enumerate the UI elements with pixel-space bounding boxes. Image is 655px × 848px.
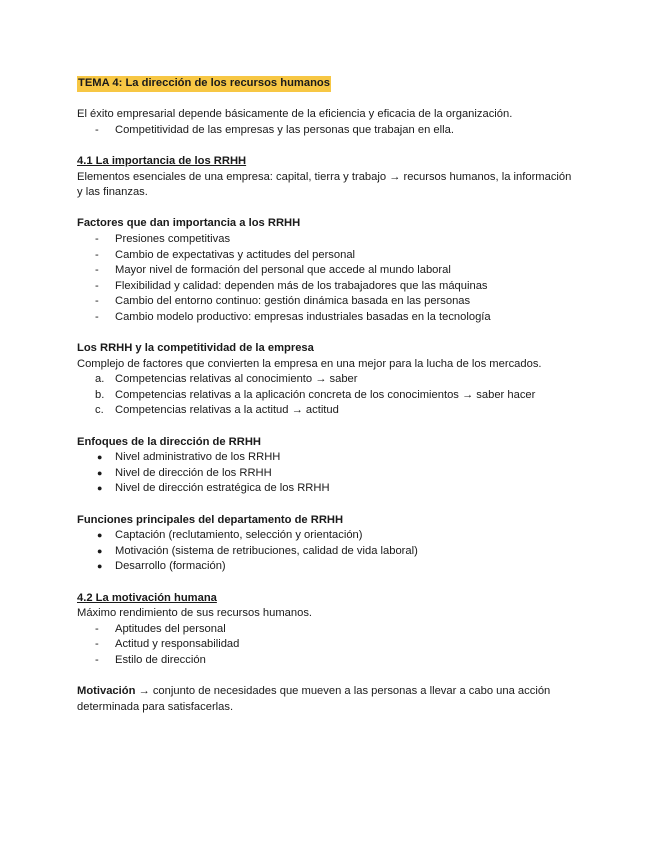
list-item-text: Competencias relativas al conocimiento → saber [115,373,358,386]
list-item [77,294,577,310]
list-item-text: Captación (reclutamiento, selección y orientación) [115,529,363,542]
list-item-text: Actitud y responsabilidad [115,638,240,651]
list-item [77,279,577,295]
list-item [77,388,577,404]
list-item [77,544,577,560]
document-page [77,76,577,715]
section-heading-4-1: 4.1 La importancia de los RRHH [77,154,247,167]
list-item-text: Mayor nivel de formación del personal que accede al mundo laboral [115,264,451,277]
list-item-text: Competencias relativas a la aplicación concreta de los conocimientos → saber hacer [115,388,536,401]
dash-marker: - [95,295,99,308]
list-item-text: Nivel de dirección estratégica de los RRHH [115,482,330,495]
list-item-text: Cambio modelo productivo: empresas industriales basadas en la tecnología [115,310,491,323]
motivacion-definition [77,684,577,715]
title-line [77,76,577,92]
list-item [77,481,577,497]
dash-marker: - [95,622,99,635]
list-item [77,263,577,279]
list-item [77,622,577,638]
list-item-text: Presiones competitivas [115,232,231,245]
list-item [77,372,577,388]
list-item-text: Cambio de expectativas y actitudes del personal [115,248,356,261]
dash-marker: - [95,653,99,666]
bullet-marker: ● [97,452,103,463]
list-item-text: Nivel de dirección de los RRHH [115,466,272,479]
list-item [77,466,577,482]
dash-marker: - [95,232,99,245]
list-item-text: Aptitudes del personal [115,622,226,635]
letter-marker: b. [95,388,105,401]
list-item-text: Competitividad de las empresas y las personas que trabajan en ella. [115,123,454,136]
list-item [77,248,577,264]
letter-marker: a. [95,373,105,386]
list-item-text: Motivación (sistema de retribuciones, calidad de vida laboral) [115,544,418,557]
list-item-text: Flexibilidad y calidad: dependen más de los trabajadores que las máquinas [115,279,488,292]
letter-marker: c. [95,404,104,417]
page-title: TEMA 4: La dirección de los recursos humanos [77,76,331,92]
competitividad-text: Complejo de factores que convierten la empresa en una mejor para la lucha de los mercados. [77,357,542,370]
intro-text: El éxito empresarial depende básicamente de la eficiencia y eficacia de la organización. [77,108,513,121]
enfoques-heading: Enfoques de la dirección de RRHH [77,435,262,448]
list-item [77,450,577,466]
bullet-marker: ● [97,530,103,541]
section-4-2-text: Máximo rendimiento de sus recursos humanos. [77,607,313,620]
list-item-text: Nivel administrativo de los RRHH [115,451,281,464]
dash-marker: - [95,638,99,651]
list-item [77,403,577,419]
dash-marker: - [95,123,99,136]
list-item [77,637,577,653]
list-item-text: Estilo de dirección [115,653,206,666]
dash-marker: - [95,264,99,277]
bullet-marker: ● [97,467,103,478]
section-4-1-text: Elementos esenciales de una empresa: capital, tierra y trabajo → recursos humanos, la información y las finanzas. [77,170,572,199]
dash-marker: - [95,248,99,261]
list-item-text: Competencias relativas a la actitud → actitud [115,404,339,417]
list-item [77,232,577,248]
list-item-text: Desarrollo (formación) [115,560,226,573]
bullet-marker: ● [97,561,103,572]
list-item [77,123,577,139]
bullet-marker: ● [97,483,103,494]
list-item-text: Cambio del entorno continuo: gestión dinámica basada en las personas [115,295,471,308]
competitividad-heading: Los RRHH y la competitividad de la empresa [77,342,314,355]
list-item [77,310,577,326]
bullet-marker: ● [97,545,103,556]
section-heading-4-2: 4.2 La motivación humana [77,591,217,604]
dash-marker: - [95,310,99,323]
motivacion-definition-text: → conjunto de necesidades que mueven a las personas a llevar a cabo una acción determinada para satisfacerlas. [77,685,551,713]
factores-heading: Factores que dan importancia a los RRHH [77,217,301,230]
list-item [77,559,577,575]
dash-marker: - [95,279,99,292]
list-item [77,528,577,544]
list-item [77,653,577,669]
funciones-heading: Funciones principales del departamento de RRHH [77,513,344,526]
motivacion-term: Motivación [77,685,136,698]
